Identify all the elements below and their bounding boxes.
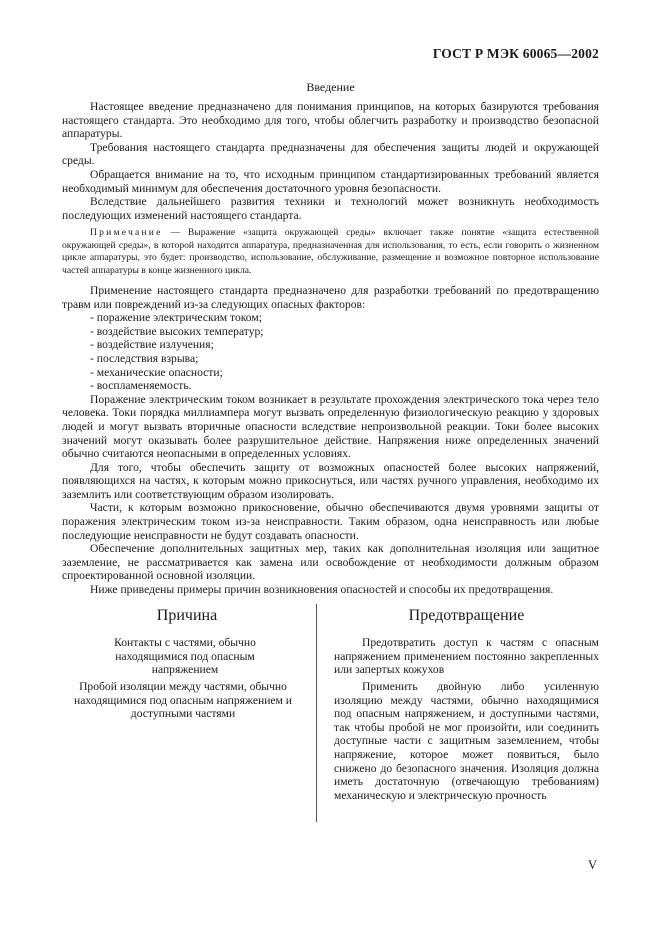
hazard-item: - поражение электрическим током; xyxy=(90,311,262,325)
page-number: V xyxy=(587,858,597,872)
intro-paragraph-3: Обращается внимание на то, что исходным принципом стандартизированных требований является необходимый минимум для обеспечения достаточного уровня безопасности. xyxy=(62,167,599,195)
table-row-2-prevention-text: Применить двойную либо усиленную изоляцию между частями, обычно находящимися под опасным напряжением, и доступными частями, так чтобы пробой не мог произойти, или соединить доступные части с защитным заземлением, чтобы напряжение, которое может появиться, было снижено до безопасного значения. Изоляция должна иметь достаточную (отвечающую требованиям) механическую и электрическую прочность xyxy=(334,680,599,802)
application-paragraph: Применение настоящего стандарта предназначено для разработки требований по предотвращению травм или повреждений из-за следующих опасных факторов: xyxy=(62,283,599,311)
intro-paragraph-1: Настоящее введение предназначено для понимания принципов, на которых базируются требования настоящего стандарта. Это необходимо для того, чтобы облегчить разработку и производство безопасной аппаратуры. xyxy=(62,100,599,141)
shock-paragraph: Поражение электрическим током возникает в результате прохождения электрического тока через тело человека. Токи порядка миллиампера могут вызвать определенную физиологическую реакцию у здоровых людей и могут вызвать вторичные опасности вследствие непроизвольной реакции. Токи более высоких значений могут оказывать более разрушительное действие. Напряжения ниже определенных значений обычно считаются неопасными в определенных условиях. xyxy=(62,392,599,461)
hazard-list xyxy=(62,311,599,393)
note-label: Примечание xyxy=(90,227,163,239)
table-row-2-prevention xyxy=(334,680,599,802)
additional-measures-paragraph: Обеспечение дополнительных защитных мер, таких как дополнительная изоляция или защитное заземление, не рассматривается как замена или освобождение от необходимости должным образом спроектированной основной изоляции. xyxy=(62,542,599,583)
section-title: Введение xyxy=(306,80,355,94)
hazard-item: - воспламеняемость. xyxy=(90,379,192,393)
prevention-column-header: Предотвращение xyxy=(408,607,525,624)
note-paragraph xyxy=(62,227,599,277)
intro-paragraph-2: Требования настоящего стандарта предназначены для обеспечения защиты людей и окружающей среды. xyxy=(62,140,599,168)
examples-paragraph: Ниже приведены примеры причин возникновения опасностей и способы их предотвращения. xyxy=(90,583,554,597)
intro-paragraph-4: Вследствие дальнейшего развития техники и технологий может возникнуть необходимость последующих изменений настоящего стандарта. xyxy=(62,195,599,222)
table-column-divider xyxy=(316,604,317,822)
table-row-2-cause: Пробой изоляции между частями, обычно находящимися под опасным напряжением и доступными частями xyxy=(74,680,292,721)
cause-column-header: Причина xyxy=(156,607,218,624)
table-row-1-prevention xyxy=(334,636,599,677)
protection-paragraph: Для того, чтобы обеспечить защиту от возможных опасностей более высоких напряжений, появляющихся на частях, к которым можно прикоснуться, или частях ручного управления, необходимо их заземлить или соответствующим образом изолировать. xyxy=(62,460,599,501)
table-row-1-cause: Контакты с частями, обычно находящимися под опасным напряжением xyxy=(114,636,256,677)
hazard-item: - воздействие излучения; xyxy=(90,338,214,352)
note-text: — Выражение «защита окружающей среды» включает также понятие «защита естественной окружающей среды», в которой находится аппаратура, предназначенная для использования, то есть, если говорить о жизненном цикле аппаратуры, это будет: производство, использование, обслуживание, размещение и возможное повторное использование частей аппаратуры в конце жизненного цикла. xyxy=(62,227,599,276)
table-row-1-prevention-text: Предотвратить доступ к частям с опасным напряжением применением постоянно закрепленных или запертых кожухов xyxy=(334,636,599,677)
accessible-parts-paragraph: Части, к которым возможно прикосновение, обычно обеспечиваются двумя уровнями защиты от поражения электрическим током из-за неисправности. Таким образом, одна неисправность или любые последующие неисправности не будут создавать опасности. xyxy=(62,501,599,542)
hazard-item: - последствия взрыва; xyxy=(90,351,199,365)
hazard-item: - механические опасности; xyxy=(90,365,223,379)
hazard-item: - воздействие высоких температур; xyxy=(90,324,264,338)
body-text xyxy=(62,100,599,597)
standard-header: ГОСТ Р МЭК 60065—2002 xyxy=(432,46,599,61)
